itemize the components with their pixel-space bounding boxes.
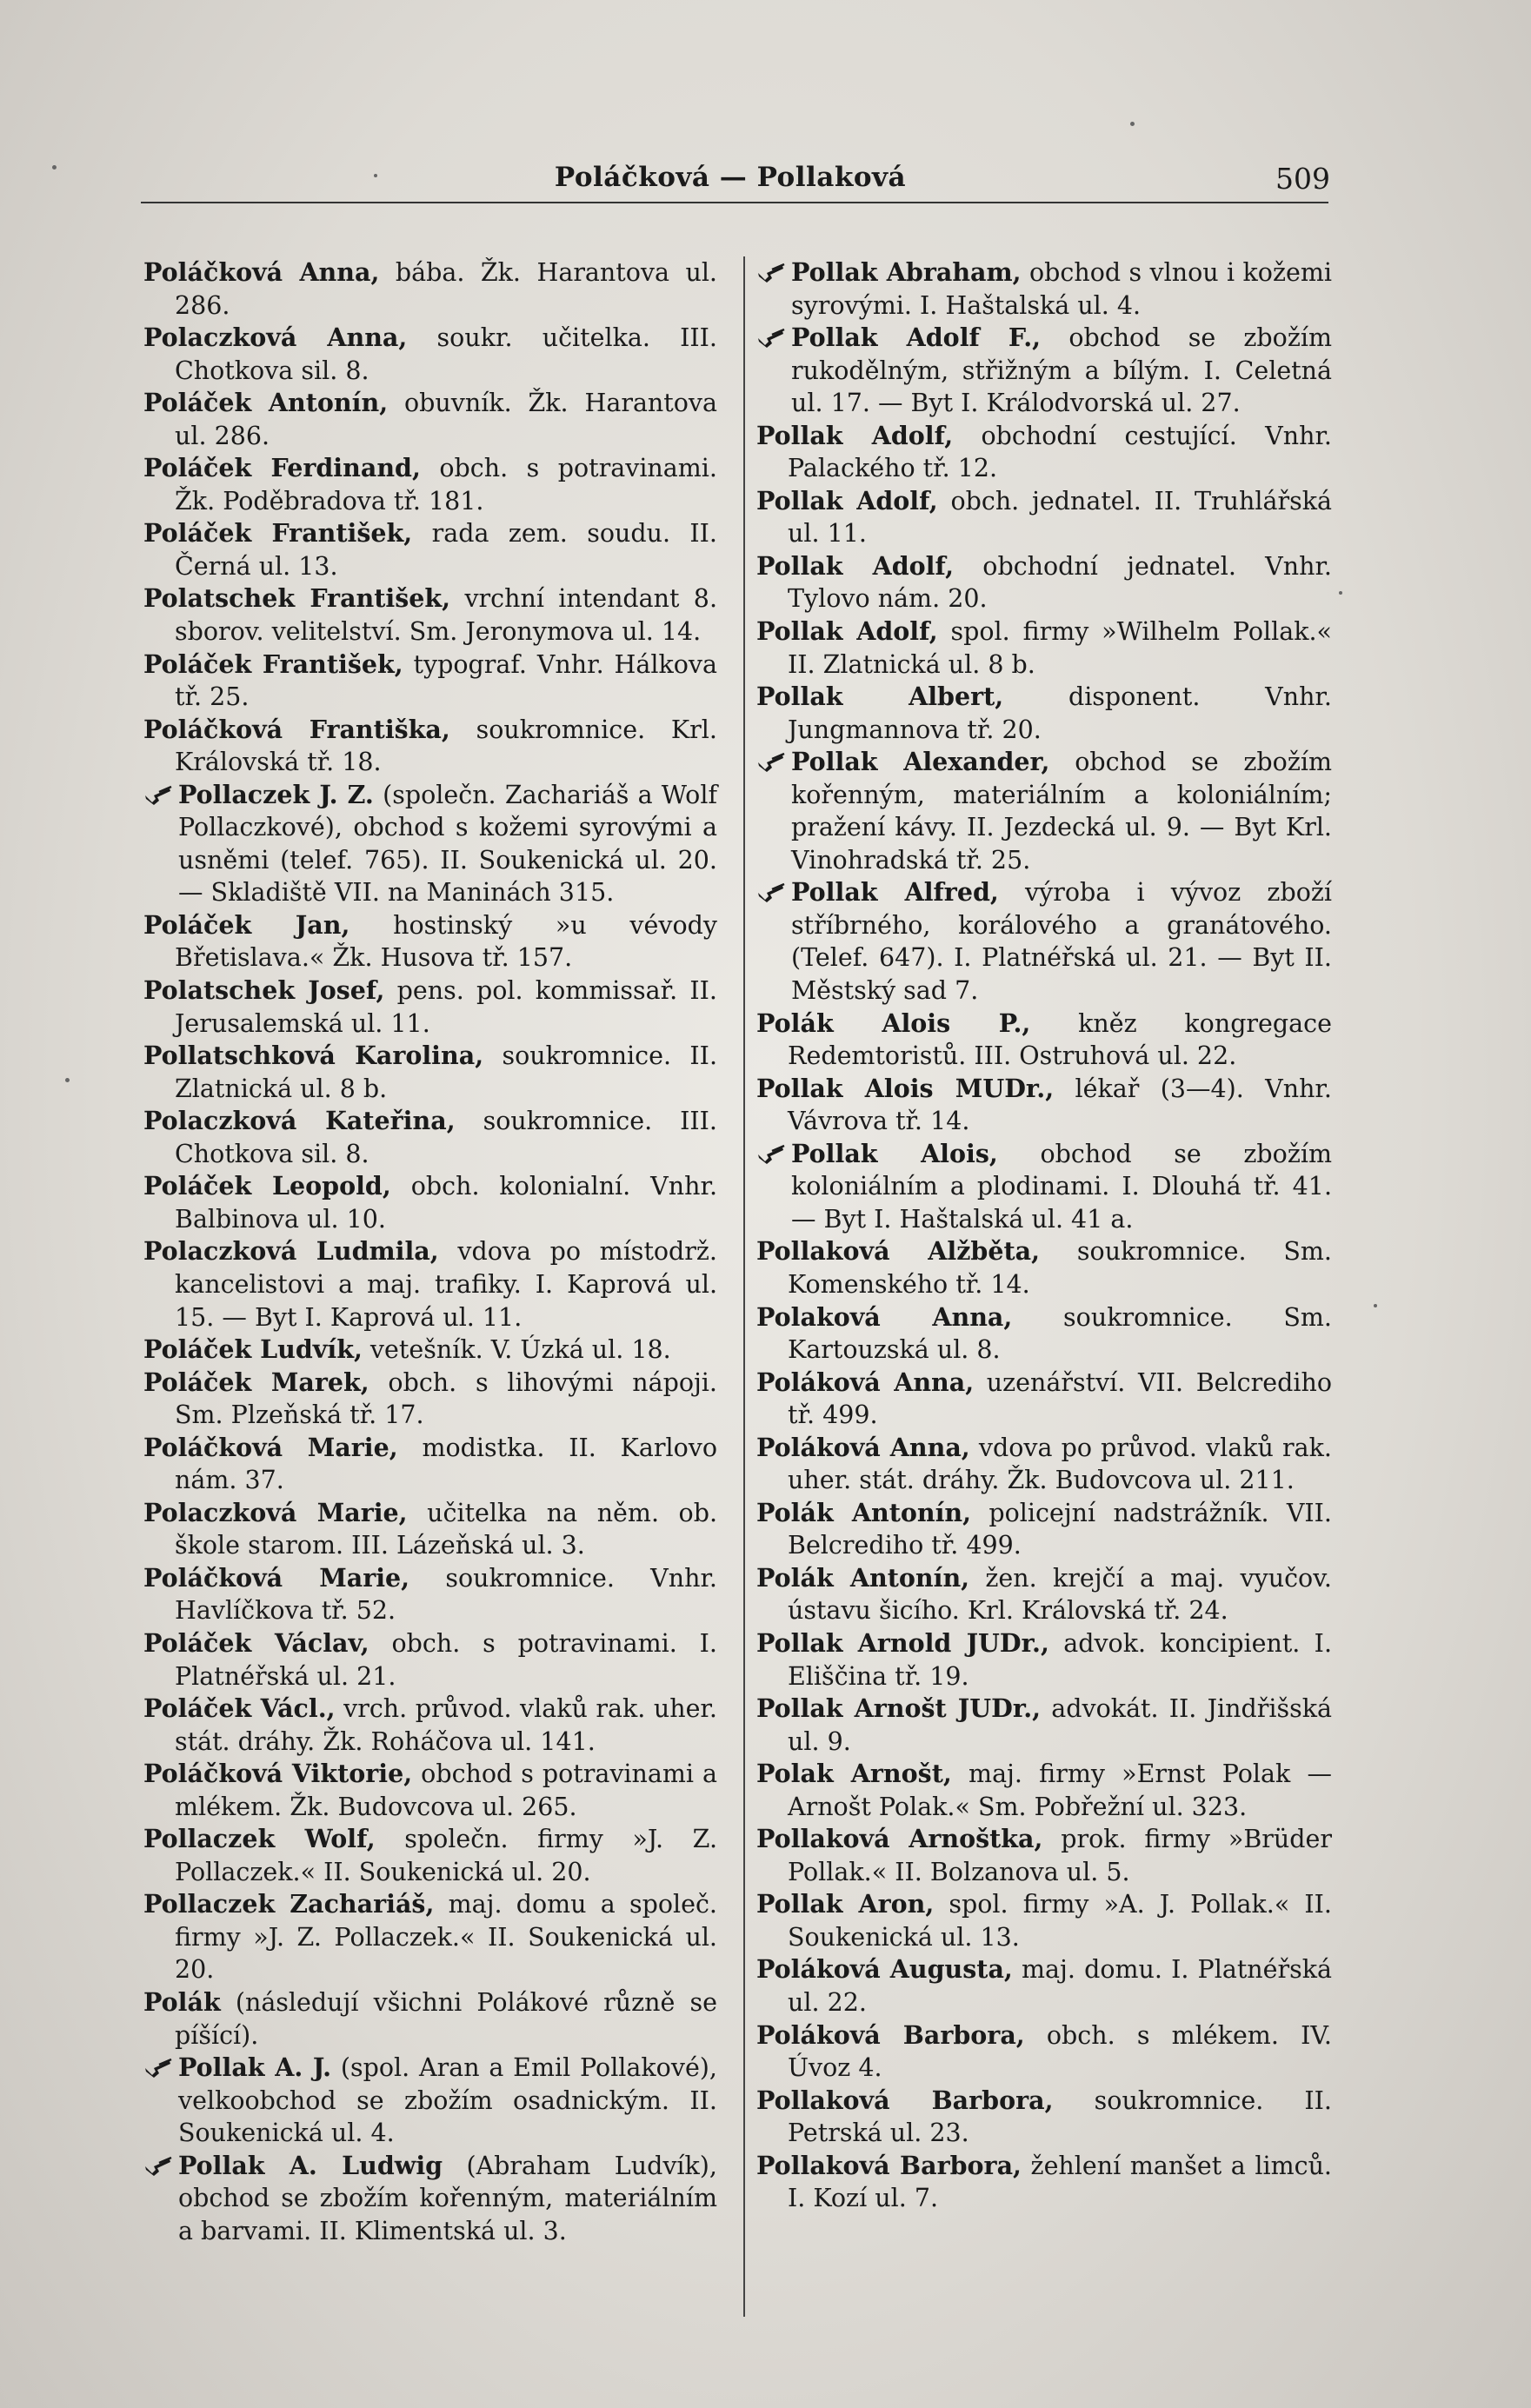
entry-name: Polaková Anna, [756,1301,1013,1332]
entry-details: obchod se zbožím kořenným, materiálním a koloniálním; pražení kávy. II. Jezdecká ul. 9. — Byt Krl. Vinohradská tř. 25. [791,748,1332,875]
directory-entry [143,2150,717,2248]
directory-entry [756,615,1332,681]
entry-name: Poláček Antonín, [143,388,389,418]
directory-entry [143,1367,717,1432]
directory-entry [756,1693,1332,1758]
entry-name: Polák Antonín, [756,1562,970,1593]
directory-entry [143,714,717,779]
entry-name: Poláček Leopold, [143,1171,391,1201]
entry-name: Pollaczek Zachariáš, [143,1889,435,1919]
entry-details: žen. krejčí a maj. vyučov. ústavu šicího. Krl. Královská tř. 24. [788,1563,1332,1626]
entry-details: maj. domu. I. Platnéřská ul. 22. [788,1955,1332,2017]
print-speck [1339,591,1342,595]
entry-name: Pollak Alfred, [791,877,999,908]
entry-name: Pollak A. J. [178,2052,332,2083]
entry-details: obch. s mlékem. IV. Úvoz 4. [788,2020,1332,2083]
entry-name: Poláčková Marie, [143,1562,410,1593]
directory-entry [143,1040,717,1105]
directory-entry [756,1301,1332,1367]
entry-name: Polaczková Marie, [143,1497,408,1527]
entry-details: maj. domu a společ. firmy »J. Z. Pollaczek.« II. Soukenická ul. 20. [175,1890,717,1985]
entry-details: rada zem. soudu. II. Černá ul. 13. [175,519,717,581]
directory-entry [756,1432,1332,1497]
entry-details: obch. s potravinami. Žk. Poděbradova tř. 181. [175,454,717,516]
directory-entry [143,1888,717,1986]
entry-name: Poláček Ludvík, [143,1334,363,1365]
directory-entry [143,1693,717,1758]
header-rule [141,202,1328,203]
entry-details: kněz kongregace Redemtoristů. III. Ostruhová ul. 22. [788,1008,1332,1071]
entry-details: obch. jednatel. II. Truhlářská ul. 11. [788,486,1332,549]
pointing-hand-icon [143,2058,173,2079]
entry-details: (následují všichni Polákové různě se píšící). [175,1987,717,2050]
entry-details: hostinský »u vévody Břetislava.« Žk. Husova tř. 157. [175,910,717,973]
pointing-hand-icon [756,328,786,349]
directory-entry [143,452,717,517]
directory-entry [756,1497,1332,1562]
directory-entry [756,420,1332,485]
entry-name: Pollak Aron, [756,1889,935,1919]
directory-entry [143,649,717,714]
entry-details: spol. firmy »Wilhelm Pollak.« II. Zlatnická ul. 8 b. [788,617,1332,679]
directory-entry [143,2052,717,2150]
pointing-hand-icon [756,1144,786,1165]
entry-details: modistka. II. Karlovo nám. 37. [175,1433,717,1495]
directory-entry [756,2150,1332,2215]
directory-entry [756,322,1332,420]
directory-entry [756,485,1332,550]
entry-details: soukromnice. II. Zlatnická ul. 8 b. [175,1041,717,1103]
entry-details: obch. s potravinami. I. Platnéřská ul. 21. [175,1628,717,1691]
entry-details: obchod s potravinami a mlékem. Žk. Budovcova ul. 265. [175,1759,717,1821]
entry-details: vrchní intendant 8. sborov. velitelství. Sm. Jeronymova ul. 14. [175,584,717,647]
directory-entry [756,1823,1332,1888]
directory-entry [756,2085,1332,2150]
entry-details: soukromnice. Sm. Komenského tř. 14. [788,1237,1332,1299]
entry-name: Poláková Anna, [756,1367,975,1397]
entry-name: Polák [143,1986,221,2017]
entry-details: společn. firmy »J. Z. Pollaczek.« II. Soukenická ul. 20. [175,1825,718,1886]
directory-entry [756,550,1332,615]
entry-details: soukr. učitelka. III. Chotkova sil. 8. [175,323,717,385]
entry-details: soukromnice. Sm. Kartouzská ul. 8. [788,1302,1332,1365]
running-title: Poláčková — Pollaková [554,162,907,193]
left-column [143,256,717,2247]
directory-entry [756,1138,1332,1236]
entry-name: Polák Antonín, [756,1497,972,1527]
entry-name: Poláčková Viktorie, [143,1759,413,1789]
print-speck [65,1078,70,1082]
entry-details: obch. kolonialní. Vnhr. Balbinova ul. 10. [175,1172,718,1234]
entry-details: učitelka na něm. ob. škole starom. III. Lázeňská ul. 3. [175,1498,718,1560]
entry-details: soukromnice. Krl. Královská tř. 18. [175,715,717,777]
directory-entry [143,1986,717,2052]
entry-name: Pollak Adolf F., [791,323,1042,353]
entry-details: policejní nadstrážník. VII. Belcrediho tř. 499. [788,1498,1332,1560]
entry-name: Polatschek František, [143,583,451,614]
entry-name: Pollak Arnošt JUDr., [756,1693,1042,1724]
directory-entry [756,876,1332,1007]
entry-details: obchod se zbožím rukodělným, střižným a bílým. I. Celetná ul. 17. — Byt I. Králodvorská ul. 27. [791,323,1332,418]
entry-details: obuvník. Žk. Harantova ul. 286. [175,389,717,450]
entry-name: Pollak Alexander, [791,747,1050,777]
entry-name: Pollak Abraham, [791,257,1022,287]
entry-name: Pollaková Alžběta, [756,1236,1041,1267]
entry-name: Poláčková Františka, [143,714,450,744]
directory-entry [143,1432,717,1497]
print-speck [52,165,57,170]
entry-details: žehlení manšet a limců. I. Kozí ul. 7. [788,2151,1332,2213]
entry-name: Pollaczek Wolf, [143,1824,376,1854]
directory-entry [143,517,717,582]
entry-details: prok. firmy »Brüder Pollak.« II. Bolzanova ul. 5. [788,1825,1333,1886]
pointing-hand-icon [756,263,786,283]
entry-name: Poláček Václav, [143,1627,369,1658]
entry-details: (spol. Aran a Emil Pollakové), velkoobchod se zbožím osadnickým. II. Soukenická ul. 4. [178,2053,717,2148]
pointing-hand-icon [756,752,786,773]
entry-name: Poláček Václ., [143,1693,336,1724]
entry-name: Pollak Adolf, [756,616,938,647]
entry-name: Pollak Arnold JUDr., [756,1627,1049,1658]
entry-name: Poláček Marek, [143,1367,369,1397]
directory-entry [143,1105,717,1170]
directory-entry [143,1170,717,1235]
directory-entry [143,387,717,452]
directory-entry [143,1497,717,1562]
directory-entry [143,1562,717,1627]
entry-details: soukromnice. II. Petrská ul. 23. [788,2085,1332,2148]
page-header [130,155,1330,207]
entry-name: Poláková Augusta, [756,1954,1013,1985]
entry-name: Poláčková Marie, [143,1432,398,1462]
directory-entry [756,681,1332,746]
entry-name: Poláková Anna, [756,1432,970,1462]
entry-name: Pollatschková Karolina, [143,1041,484,1071]
entry-details: disponent. Vnhr. Jungmannova tř. 20. [788,682,1332,744]
entry-details: spol. firmy »A. J. Pollak.« II. Soukenická ul. 13. [788,1890,1332,1952]
directory-entry [143,1334,717,1367]
directory-entry [756,1758,1332,1823]
entry-details: soukromnice. Vnhr. Havlíčkova tř. 52. [175,1563,717,1626]
entry-details: vdova po místodrž. kancelistovi a maj. trafiky. I. Kaprová ul. 15. — Byt I. Kaprová ul. 11. [175,1237,717,1332]
pointing-hand-icon [756,882,786,903]
directory-entry [756,1235,1332,1300]
entry-name: Polaczková Ludmila, [143,1236,439,1267]
entry-details: pens. pol. kommissař. II. Jerusalemská ul. 11. [175,976,717,1038]
entry-name: Poláček Jan, [143,909,350,940]
directory-entry [143,975,717,1040]
directory-entry [756,1888,1332,1953]
entry-details: maj. firmy »Ernst Polak — Arnošt Polak.« Sm. Pobřežní ul. 323. [788,1759,1332,1821]
directory-entry [756,256,1332,322]
entry-name: Polák Alois P., [756,1008,1031,1038]
entry-name: Polaczková Kateřina, [143,1106,456,1136]
entry-name: Poláčková Anna, [143,257,380,287]
print-speck [1130,122,1135,126]
entry-details: výroba i vývoz zboží stříbrného, korálového a granátového. (Telef. 647). I. Platnéřská ul. 21. — Byt II. Městský sad 7. [791,878,1332,1006]
directory-entry [756,1073,1332,1138]
directory-entry [143,1627,717,1693]
entry-name: Pollaková Barbora, [756,2150,1022,2180]
print-speck [374,174,377,177]
entry-name: Polatschek Josef, [143,975,385,1006]
directory-entry [143,582,717,648]
pointing-hand-icon [143,2156,173,2177]
entry-name: Pollaková Barbora, [756,2085,1054,2115]
entry-details: obchod s vlnou i kožemi syrovými. I. Haštalská ul. 4. [791,258,1332,320]
directory-entry [143,256,717,322]
entry-name: Polak Arnošt, [756,1759,952,1789]
directory-entry [756,1953,1332,2019]
entry-name: Poláček František, [143,649,403,679]
entry-details: advok. koncipient. I. Eliščina tř. 19. [788,1628,1332,1691]
directory-entry [143,322,717,387]
entry-details: obchodní jednatel. Vnhr. Tylovo nám. 20. [788,551,1332,614]
pointing-hand-icon [143,785,173,806]
entry-name: Pollak Adolf, [756,485,938,516]
entry-name: Pollak Albert, [756,682,1004,712]
entry-details: lékař (3—4). Vnhr. Vávrova tř. 14. [788,1074,1332,1136]
entry-name: Poláková Barbora, [756,2019,1025,2050]
entry-details: typograf. Vnhr. Hálkova tř. 25. [175,649,717,712]
directory-entry [756,1367,1332,1432]
entry-details: vdova po průvod. vlaků rak. uher. stát. dráhy. Žk. Budovcova ul. 211. [788,1433,1332,1495]
entry-details: obchodní cestující. Vnhr. Palackého tř. 12. [788,421,1332,483]
directory-entry [143,909,717,975]
directory-entry [756,1562,1332,1627]
entry-details: (Abraham Ludvík), obchod se zbožím kořenným, materiálním a barvami. II. Klimentská ul. 3. [178,2151,717,2245]
entry-details: uzenářství. VII. Belcrediho tř. 499. [788,1367,1332,1430]
entry-details: advokát. II. Jindřišská ul. 9. [788,1694,1332,1756]
entry-name: Poláček František, [143,518,413,549]
entry-name: Pollaková Arnoštka, [756,1824,1043,1854]
entry-name: Pollak Adolf, [756,420,954,450]
directory-entry [756,2019,1332,2085]
entry-name: Pollak Alois MUDr., [756,1073,1055,1103]
entry-name: Poláček Ferdinand, [143,453,421,483]
entry-name: Pollaczek J. Z. [178,779,374,809]
column-divider [743,256,745,2317]
entry-details: obchod se zbožím koloniálním a plodinami. I. Dlouhá tř. 41. — Byt I. Haštalská ul. 41 a. [791,1139,1332,1234]
entry-name: Pollak A. Ludwig [178,2150,443,2180]
entry-details: soukromnice. III. Chotkova sil. 8. [175,1107,717,1168]
entry-details: vrch. průvod. vlaků rak. uher. stát. dráhy. Žk. Roháčova ul. 141. [175,1694,717,1756]
page-number: 509 [1275,162,1330,196]
right-column [756,256,1332,2215]
entry-name: Polaczková Anna, [143,323,408,353]
directory-entry [143,1235,717,1334]
entry-name: Pollak Adolf, [756,550,955,581]
entry-details: obch. s lihovými nápoji. Sm. Plzeňská tř. 17. [175,1367,717,1430]
entry-name: Pollak Alois, [791,1138,998,1168]
directory-entry [143,779,717,909]
print-speck [1374,1304,1377,1307]
directory-entry [143,1758,717,1823]
directory-entry [143,1823,717,1888]
directory-entry [756,746,1332,876]
entry-details: vetešník. V. Úzká ul. 18. [362,1335,671,1365]
entry-details: bába. Žk. Harantova ul. 286. [175,258,717,320]
entry-details: (společn. Zachariáš a Wolf Pollaczkové), obchod s kožemi syrovými a usněmi (telef. 765). II. Soukenická ul. 20. — Skladiště VII. na Maninách 315. [178,780,717,908]
directory-entry [756,1627,1332,1693]
directory-entry [756,1008,1332,1073]
